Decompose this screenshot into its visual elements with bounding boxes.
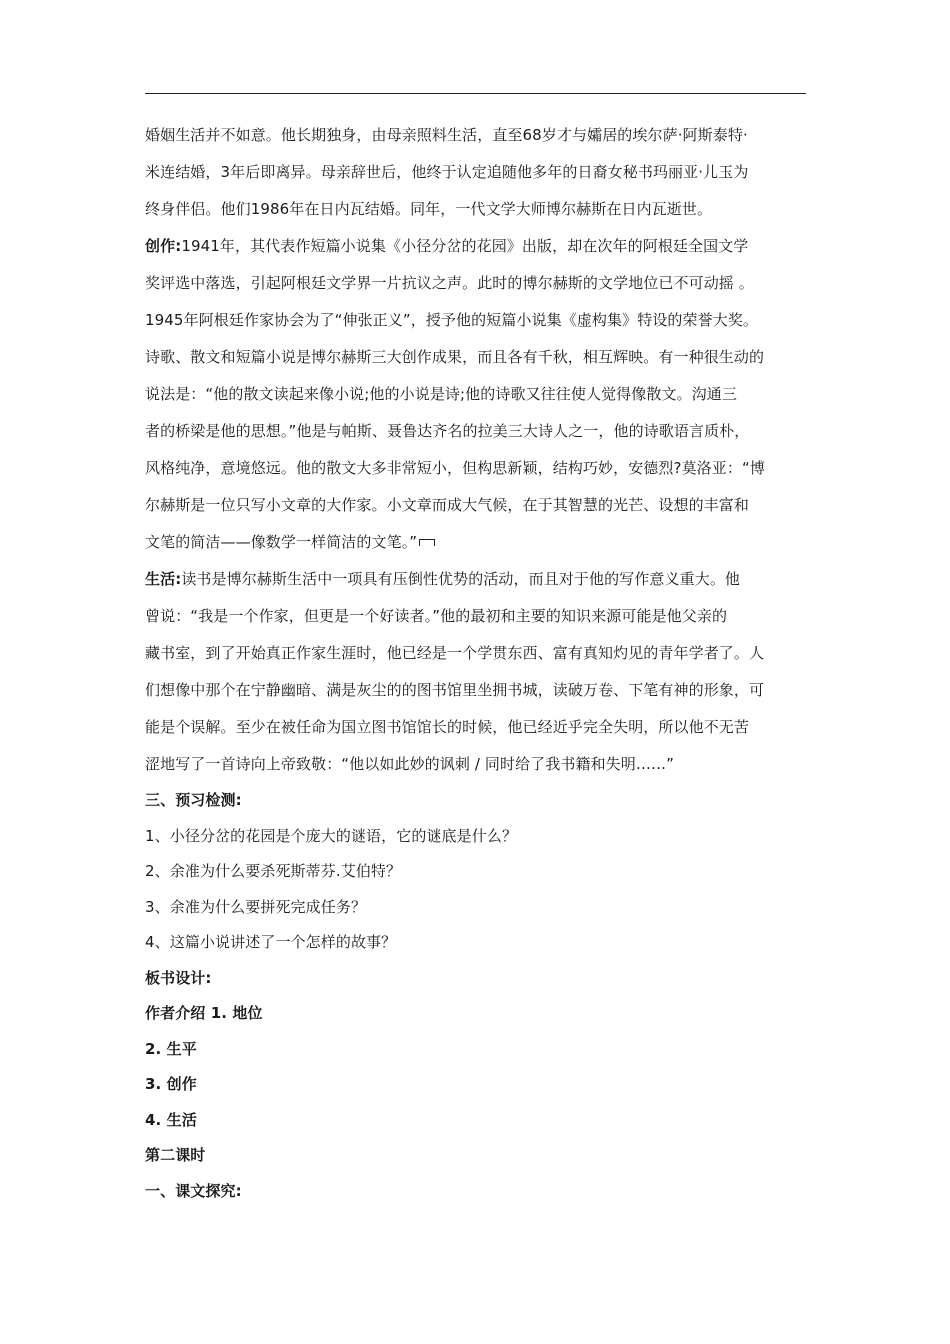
board-item: 4. 生活 — [145, 1110, 197, 1129]
reading-label: 生活: — [145, 570, 182, 588]
paragraph-line: 藏书室，到了开始真正作家生涯时，他已经是一个学贯东西、富有真知灼见的青年学者了。人 — [145, 644, 765, 662]
paragraph-line: 终身伴侣。他们1986年在日内瓦结婚。同年，一代文学大师博尔赫斯在日内瓦逝世。 — [145, 200, 713, 218]
header-rule — [145, 93, 806, 94]
creation-label: 创作: — [145, 237, 182, 255]
paragraph-line: 曾说：“我是一个作家，但更是一个好读者。”他的最初和主要的知识来源可能是他父亲的 — [145, 607, 728, 625]
paragraph-line: 尔赫斯是一位只写小文章的大作家。小文章而成大气候，在于其智慧的光芒、设想的丰富和 — [145, 496, 750, 514]
section-heading: 三、预习检测: — [145, 791, 242, 809]
paragraph-line: 能是个误解。至少在被任命为国立图书馆馆长的时候，他已经近乎完全失明，所以他不无苦 — [145, 718, 750, 736]
question-item: 1、小径分岔的花园是个庞大的谜语，它的谜底是什么？ — [145, 826, 518, 845]
creation-first-line — [145, 228, 817, 265]
paragraph-line: 涩地写了一首诗向上帝致敬：“他以如此妙的讽刺 / 同时给了我书籍和失明……” — [145, 755, 674, 773]
paragraph-line: 奖评选中落选，引起阿根廷文学界一片抗议之声。此时的博尔赫斯的文学地位已不可动摇 。 — [145, 274, 754, 292]
paragraph-line: 说法是：“他的散文读起来像小说;他的小说是诗;他的诗歌又往往使人觉得像散文。沟通三 — [145, 385, 737, 403]
document-body — [145, 117, 817, 1209]
paragraph-line — [145, 524, 817, 561]
reading-first-line — [145, 561, 817, 598]
bracket-mark-icon — [419, 539, 435, 546]
board-item: 2. 生平 — [145, 1039, 197, 1058]
section-heading: 板书设计: — [145, 968, 212, 987]
paragraph-line: 们想像中那个在宁静幽暗、满是灰尘的的图书馆里坐拥书城，读破万卷、下笔有神的形象，可 — [145, 681, 765, 699]
question-item: 2、余准为什么要杀死斯蒂芬.艾伯特？ — [145, 862, 402, 880]
board-item: 作者介绍 1. 地位 — [145, 1004, 263, 1022]
section-subheading: 一、课文探究: — [145, 1181, 242, 1200]
creation-text: 1941年，其代表作短篇小说集《小径分岔的花园》出版，却在次年的阿根廷全国文学 — [181, 237, 749, 255]
section-heading: 第二课时 — [145, 1146, 206, 1164]
paragraph-line: 1945年阿根廷作家协会为了“伸张正义”，授予他的短篇小说集《虚构集》特设的荣誉大奖。 — [145, 311, 759, 329]
question-item: 4、这篇小说讲述了一个怎样的故事？ — [145, 933, 397, 951]
paragraph-line: 诗歌、散文和短篇小说是博尔赫斯三大创作成果，而且各有千秋，相互辉映。有一种很生动的 — [145, 348, 765, 366]
board-item: 3. 创作 — [145, 1075, 197, 1093]
reading-text: 读书是博尔赫斯生活中一项具有压倒性优势的活动，而且对于他的写作意义重大。他 — [181, 570, 741, 588]
question-item: 3、余准为什么要拼死完成任务？ — [145, 897, 367, 916]
creation-last-text: 文笔的简洁——像数学一样简洁的文笔。” — [145, 533, 418, 551]
paragraph-line: 者的桥梁是他的思想。”他是与帕斯、聂鲁达齐名的拉美三大诗人之一，他的诗歌语言质朴， — [145, 422, 750, 440]
paragraph-line: 风格纯净，意境悠远。他的散文大多非常短小，但构思新颖，结构巧妙，安德烈?莫洛亚：“博 — [145, 459, 765, 477]
paragraph-line: 婚姻生活并不如意。他长期独身，由母亲照料生活，直至68岁才与孀居的埃尔萨·阿斯泰特· — [145, 126, 748, 144]
paragraph-line: 米连结婚，3年后即离异。母亲辞世后，他终于认定追随他多年的日裔女秘书玛丽亚·儿玉为 — [145, 163, 749, 181]
